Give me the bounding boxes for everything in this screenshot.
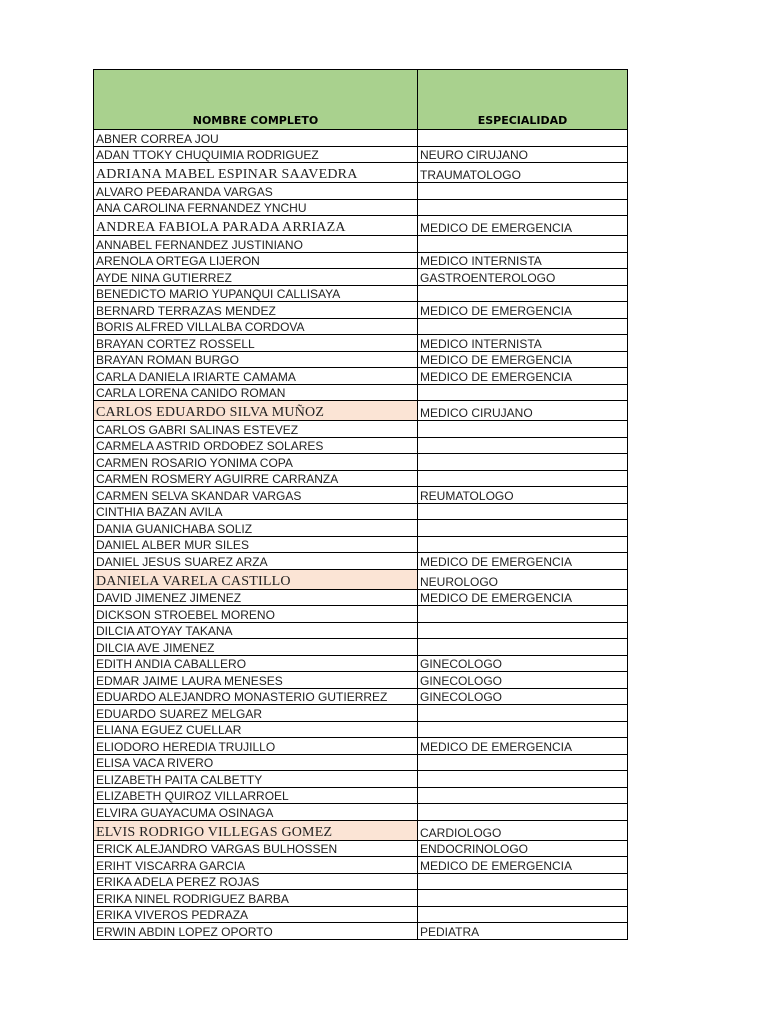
cell-specialty — [418, 130, 628, 147]
table-row — [94, 252, 628, 269]
cell-specialty — [418, 236, 628, 253]
cell-full-name: ELIZABETH QUIROZ VILLARROEL — [94, 787, 418, 804]
cell-full-name: ERIHT VISCARRA GARCIA — [94, 857, 418, 874]
cell-full-name: BRAYAN ROMAN BURGO — [94, 351, 418, 368]
cell-full-name: ADAN TTOKY CHUQUIMIA RODRIGUEZ — [94, 146, 418, 163]
cell-full-name: EDMAR JAIME LAURA MENESES — [94, 672, 418, 689]
table-body — [94, 130, 628, 940]
cell-specialty — [418, 754, 628, 771]
table-row — [94, 199, 628, 216]
table-row — [94, 906, 628, 923]
table-row — [94, 820, 628, 840]
cell-specialty: MEDICO INTERNISTA — [418, 335, 628, 352]
table-row — [94, 335, 628, 352]
cell-full-name: ELVIS RODRIGO VILLEGAS GOMEZ — [94, 820, 418, 840]
table-row — [94, 421, 628, 438]
cell-specialty — [418, 606, 628, 623]
cell-specialty — [418, 285, 628, 302]
cell-specialty: MEDICO DE EMERGENCIA — [418, 351, 628, 368]
table-row — [94, 401, 628, 421]
table-row — [94, 318, 628, 335]
table-row — [94, 738, 628, 755]
cell-specialty: MEDICO DE EMERGENCIA — [418, 302, 628, 319]
cell-specialty: GINECOLOGO — [418, 672, 628, 689]
cell-full-name: EDITH ANDIA CABALLERO — [94, 655, 418, 672]
table-row — [94, 470, 628, 487]
cell-full-name: DILCIA AVE JIMENEZ — [94, 639, 418, 656]
cell-full-name: CARMELA ASTRID ORDOĐEZ SOLARES — [94, 437, 418, 454]
cell-full-name: ERIKA ADELA PEREZ ROJAS — [94, 873, 418, 890]
header-row — [94, 70, 628, 130]
cell-specialty — [418, 437, 628, 454]
cell-full-name: CARLOS GABRI SALINAS ESTEVEZ — [94, 421, 418, 438]
cell-specialty — [418, 787, 628, 804]
table-row — [94, 873, 628, 890]
table-row — [94, 622, 628, 639]
table-row — [94, 606, 628, 623]
cell-specialty — [418, 804, 628, 821]
cell-specialty: GINECOLOGO — [418, 688, 628, 705]
cell-specialty: TRAUMATOLOGO — [418, 163, 628, 183]
cell-full-name: AYDE NINA GUTIERREZ — [94, 269, 418, 286]
table-row — [94, 721, 628, 738]
cell-full-name: DANIELA VARELA CASTILLO — [94, 569, 418, 589]
cell-specialty — [418, 771, 628, 788]
cell-full-name: ANDREA FABIOLA PARADA ARRIAZA — [94, 216, 418, 236]
cell-specialty: MEDICO CIRUJANO — [418, 401, 628, 421]
table-row — [94, 857, 628, 874]
table-row — [94, 688, 628, 705]
cell-full-name: CINTHIA BAZAN AVILA — [94, 503, 418, 520]
cell-full-name: DAVID JIMENEZ JIMENEZ — [94, 589, 418, 606]
table-row — [94, 771, 628, 788]
table-row — [94, 672, 628, 689]
cell-specialty: GINECOLOGO — [418, 655, 628, 672]
cell-full-name: BERNARD TERRAZAS MENDEZ — [94, 302, 418, 319]
cell-specialty — [418, 199, 628, 216]
cell-specialty — [418, 454, 628, 471]
column-header-specialty: ESPECIALIDAD — [418, 70, 628, 130]
cell-specialty — [418, 520, 628, 537]
table-row — [94, 437, 628, 454]
table-row — [94, 236, 628, 253]
cell-specialty — [418, 470, 628, 487]
table-row — [94, 589, 628, 606]
table-row — [94, 487, 628, 504]
table-row — [94, 923, 628, 940]
table-row — [94, 503, 628, 520]
table-row — [94, 183, 628, 200]
cell-full-name: EDUARDO SUAREZ MELGAR — [94, 705, 418, 722]
cell-full-name: CARLA LORENA CANIDO ROMAN — [94, 384, 418, 401]
table-row — [94, 639, 628, 656]
cell-full-name: CARMEN ROSMERY AGUIRRE CARRANZA — [94, 470, 418, 487]
table-row — [94, 368, 628, 385]
cell-specialty: MEDICO DE EMERGENCIA — [418, 368, 628, 385]
cell-full-name: DANIA GUANICHABA SOLIZ — [94, 520, 418, 537]
cell-specialty: MEDICO DE EMERGENCIA — [418, 216, 628, 236]
table-row — [94, 269, 628, 286]
cell-specialty: ENDOCRINOLOGO — [418, 840, 628, 857]
cell-full-name: DANIEL ALBER MUR SILES — [94, 536, 418, 553]
cell-specialty: PEDIATRA — [418, 923, 628, 940]
cell-specialty — [418, 503, 628, 520]
cell-full-name: BRAYAN CORTEZ ROSSELL — [94, 335, 418, 352]
cell-specialty: MEDICO DE EMERGENCIA — [418, 857, 628, 874]
cell-specialty — [418, 536, 628, 553]
cell-specialty: GASTROENTEROLOGO — [418, 269, 628, 286]
table-row — [94, 285, 628, 302]
column-header-name: NOMBRE COMPLETO — [94, 70, 418, 130]
table-row — [94, 302, 628, 319]
cell-specialty: MEDICO INTERNISTA — [418, 252, 628, 269]
cell-specialty — [418, 421, 628, 438]
table-row — [94, 146, 628, 163]
table-row — [94, 655, 628, 672]
cell-specialty — [418, 318, 628, 335]
cell-full-name: BORIS ALFRED VILLALBA CORDOVA — [94, 318, 418, 335]
table-row — [94, 553, 628, 570]
cell-specialty — [418, 622, 628, 639]
table-row — [94, 705, 628, 722]
table-row — [94, 454, 628, 471]
cell-specialty: MEDICO DE EMERGENCIA — [418, 553, 628, 570]
cell-full-name: ERWIN ABDIN LOPEZ OPORTO — [94, 923, 418, 940]
cell-specialty — [418, 906, 628, 923]
cell-specialty: NEUROLOGO — [418, 569, 628, 589]
cell-full-name: CARLA DANIELA IRIARTE CAMAMA — [94, 368, 418, 385]
cell-full-name: ERIKA VIVEROS PEDRAZA — [94, 906, 418, 923]
cell-full-name: ELVIRA GUAYACUMA OSINAGA — [94, 804, 418, 821]
cell-specialty — [418, 705, 628, 722]
doctors-table — [93, 69, 628, 940]
cell-specialty — [418, 890, 628, 907]
cell-specialty — [418, 873, 628, 890]
table-row — [94, 840, 628, 857]
table-row — [94, 384, 628, 401]
cell-specialty: MEDICO DE EMERGENCIA — [418, 589, 628, 606]
cell-full-name: ANNABEL FERNANDEZ JUSTINIANO — [94, 236, 418, 253]
table-row — [94, 890, 628, 907]
cell-full-name: ERICK ALEJANDRO VARGAS BULHOSSEN — [94, 840, 418, 857]
cell-specialty — [418, 183, 628, 200]
cell-full-name: ARENOLA ORTEGA LIJERON — [94, 252, 418, 269]
cell-full-name: CARMEN SELVA SKANDAR VARGAS — [94, 487, 418, 504]
cell-full-name: ADRIANA MABEL ESPINAR SAAVEDRA — [94, 163, 418, 183]
cell-full-name: ABNER CORREA JOU — [94, 130, 418, 147]
cell-full-name: CARLOS EDUARDO SILVA MUÑOZ — [94, 401, 418, 421]
cell-specialty: NEURO CIRUJANO — [418, 146, 628, 163]
cell-full-name: EDUARDO ALEJANDRO MONASTERIO GUTIERREZ — [94, 688, 418, 705]
cell-specialty: CARDIOLOGO — [418, 820, 628, 840]
cell-full-name: ELIODORO HEREDIA TRUJILLO — [94, 738, 418, 755]
cell-full-name: ERIKA NINEL RODRIGUEZ BARBA — [94, 890, 418, 907]
cell-full-name: ELIANA EGUEZ CUELLAR — [94, 721, 418, 738]
cell-full-name: DILCIA ATOYAY TAKANA — [94, 622, 418, 639]
table-row — [94, 754, 628, 771]
table-row — [94, 536, 628, 553]
cell-full-name: ANA CAROLINA FERNANDEZ YNCHU — [94, 199, 418, 216]
table-row — [94, 130, 628, 147]
cell-full-name: DICKSON STROEBEL MORENO — [94, 606, 418, 623]
cell-specialty — [418, 721, 628, 738]
cell-specialty — [418, 639, 628, 656]
table-row — [94, 520, 628, 537]
cell-specialty — [418, 384, 628, 401]
cell-full-name: ALVARO PEĐARANDA VARGAS — [94, 183, 418, 200]
cell-specialty: MEDICO DE EMERGENCIA — [418, 738, 628, 755]
table-row — [94, 804, 628, 821]
table-row — [94, 351, 628, 368]
cell-full-name: ELISA VACA RIVERO — [94, 754, 418, 771]
cell-full-name: CARMEN ROSARIO YONIMA COPA — [94, 454, 418, 471]
table-row — [94, 787, 628, 804]
cell-full-name: ELIZABETH PAITA CALBETTY — [94, 771, 418, 788]
cell-specialty: REUMATOLOGO — [418, 487, 628, 504]
table-row — [94, 216, 628, 236]
cell-full-name: DANIEL JESUS SUAREZ ARZA — [94, 553, 418, 570]
cell-full-name: BENEDICTO MARIO YUPANQUI CALLISAYA — [94, 285, 418, 302]
table-row — [94, 569, 628, 589]
table-row — [94, 163, 628, 183]
